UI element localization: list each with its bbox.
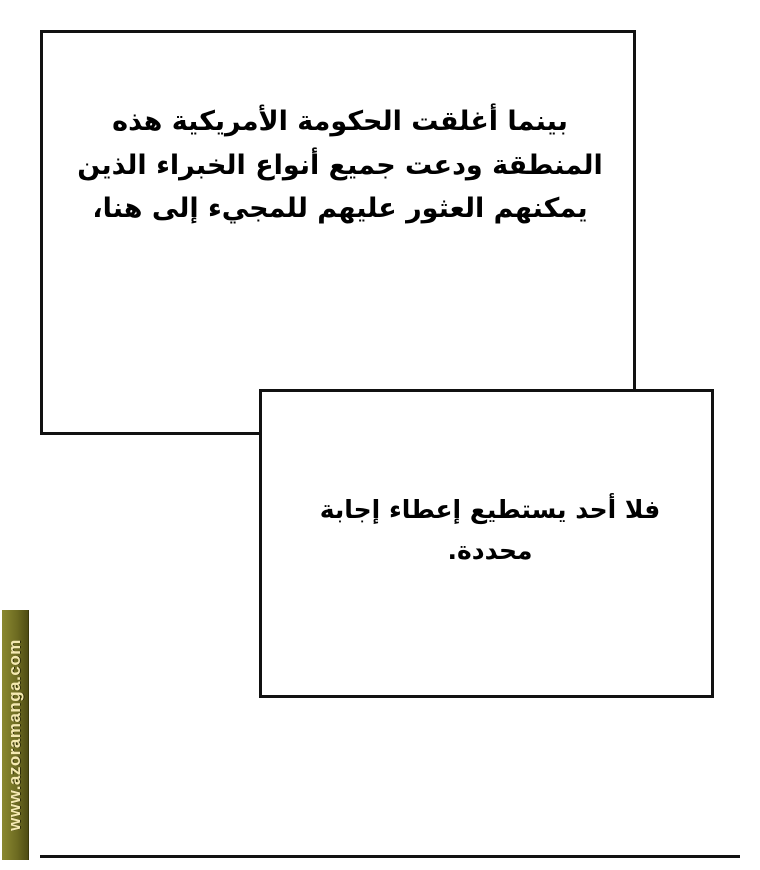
dialogue-text-bottom: فلا أحد يستطيع إعطاء إجابة محددة. bbox=[319, 495, 661, 565]
dialogue-text-top: بينما أغلقت الحكومة الأمريكية هذه المنطقة ودعت جميع أنواع الخبراء الذين يمكنهم العثور عليهم للمجيء إلى هنا، bbox=[77, 106, 603, 225]
watermark-label: www.azoramanga.com bbox=[5, 639, 24, 831]
panel-upper-section bbox=[40, 30, 636, 435]
panel-seam-mask-horizontal bbox=[262, 392, 633, 434]
panel-seam-mask-vertical bbox=[633, 392, 639, 436]
page-bottom-rule bbox=[40, 855, 740, 858]
site-watermark bbox=[2, 610, 29, 860]
